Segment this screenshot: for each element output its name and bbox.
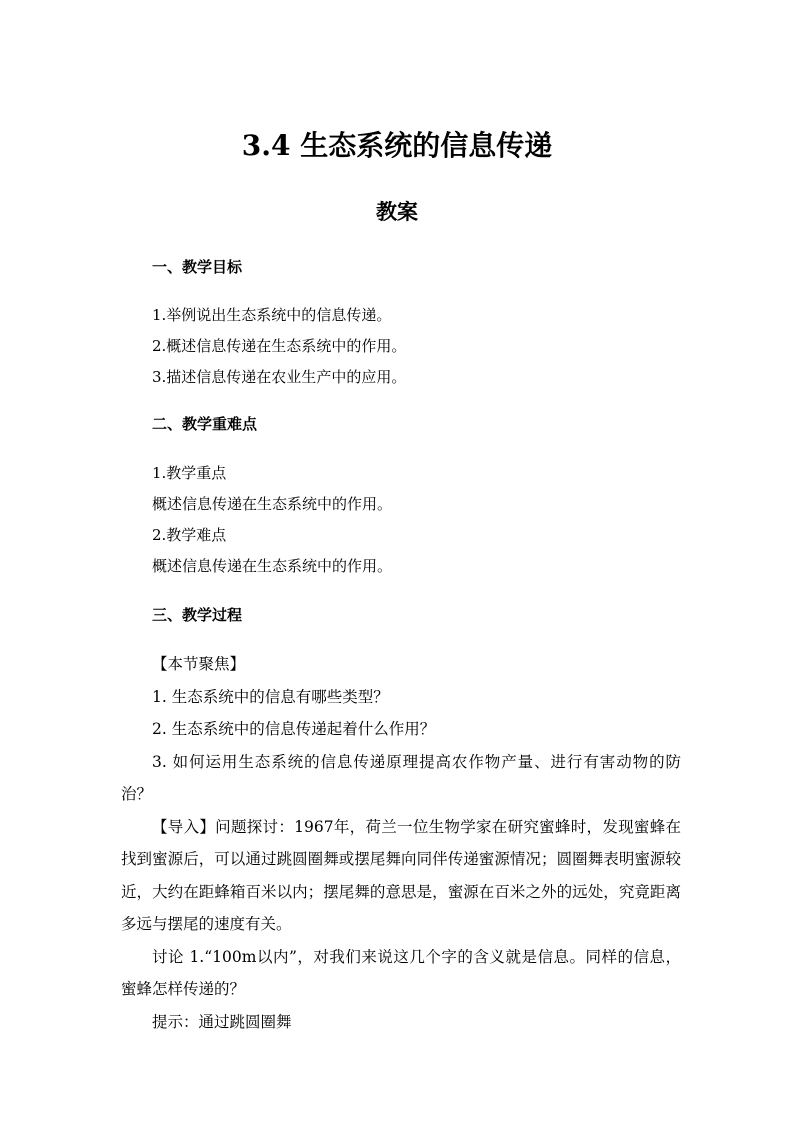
- section-heading-key-points: 二、教学重难点: [152, 415, 258, 433]
- difficult-point-text: 概述信息传递在生态系统中的作用。: [152, 557, 393, 575]
- key-point-text: 概述信息传递在生态系统中的作用。: [152, 495, 393, 513]
- difficult-point-label: 2.教学难点: [152, 526, 227, 544]
- focus-label: 【本节聚焦】: [152, 655, 246, 673]
- focus-question: 2. 生态系统中的信息传递起着什么作用？: [152, 720, 436, 738]
- objective-item: 3.描述信息传递在农业生产中的应用。: [152, 368, 407, 386]
- key-point-label: 1.教学重点: [152, 464, 227, 482]
- document-title: 3.4 生态系统的信息传递: [241, 129, 553, 162]
- section-heading-objectives: 一、教学目标: [152, 258, 243, 276]
- hint-paragraph: 提示：通过跳圆圈舞: [152, 1012, 292, 1031]
- objective-item: 2.概述信息传递在生态系统中的作用。: [152, 337, 407, 355]
- intro-paragraph: 【导入】问题探讨：1967年，荷兰一位生物学家在研究蜜蜂时，发现蜜蜂在找到蜜源后，可以通过跳圆圈舞或摆尾舞向同伴传递蜜源情况；圆圈舞表明蜜源较近，大约在距蜂箱百米以内；摆尾舞的意思是，蜜源在百米之外的远处，究竟距离多远与摆尾的速度有关。: [121, 817, 681, 933]
- teaching-process-body: [121, 648, 681, 1038]
- discussion-paragraph: 讨论 1.“100m以内”，对我们来说这几个字的含义就是信息。同样的信息，蜜蜂怎样传递的？: [121, 947, 681, 998]
- document-subtitle: 教案: [376, 199, 418, 224]
- focus-question: 3. 如何运用生态系统的信息传递原理提高农作物产量、进行有害动物的防治？: [121, 752, 681, 803]
- focus-question: 1. 生态系统中的信息有哪些类型？: [152, 687, 389, 706]
- objective-item: 1.举例说出生态系统中的信息传递。: [152, 306, 392, 324]
- section-heading-process: 三、教学过程: [152, 606, 243, 624]
